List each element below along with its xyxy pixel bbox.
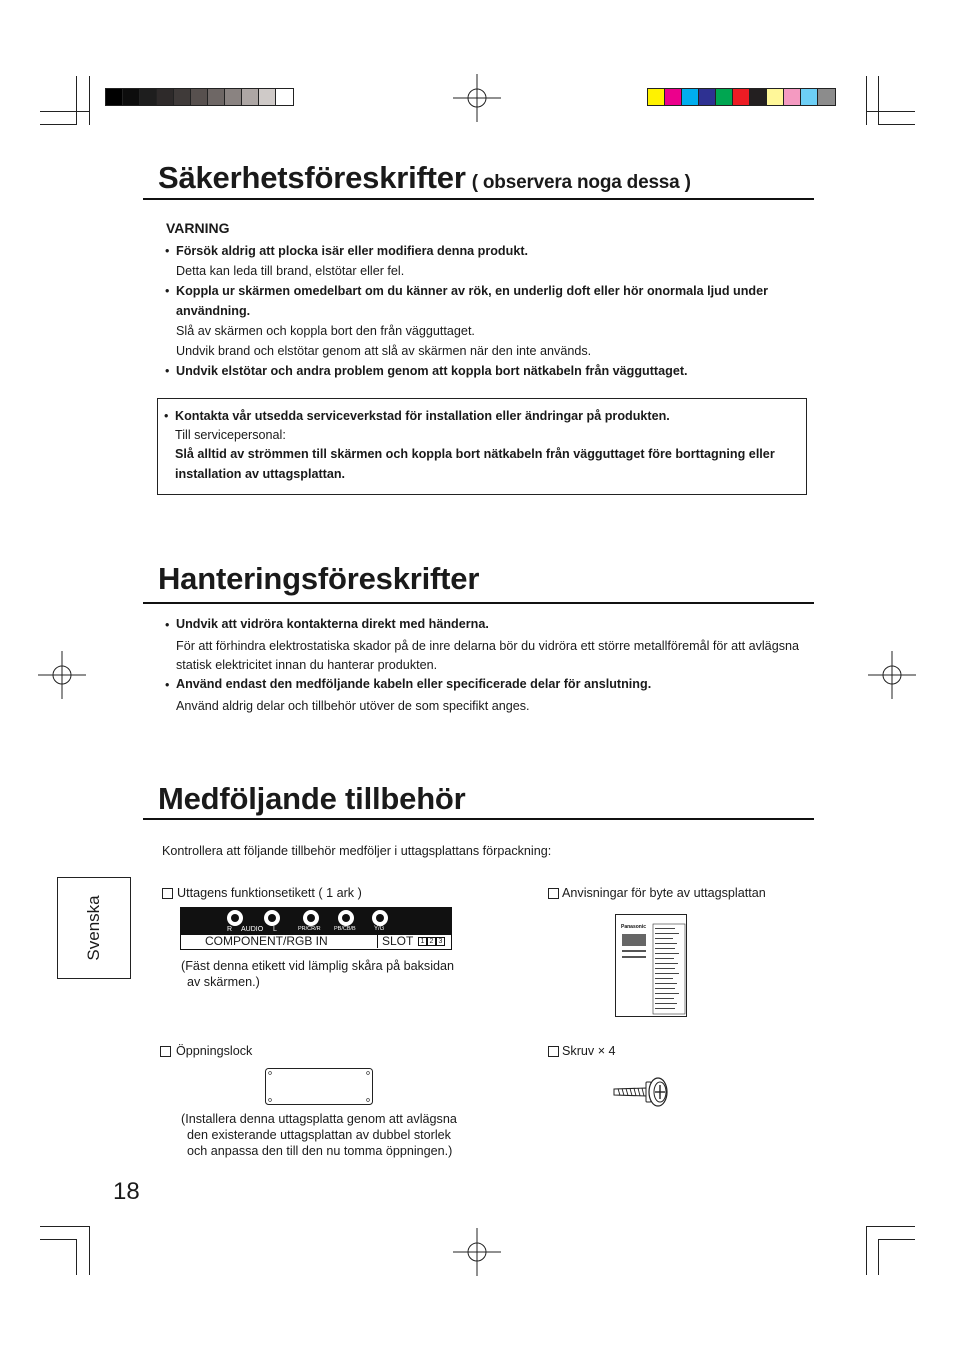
jack-icon [303,910,319,926]
jack-icon [227,910,243,926]
color-strip [647,88,836,106]
registration-target-icon [453,1228,501,1276]
accessory-checkbox[interactable] [548,1046,559,1057]
accessory-label-opening-cover: Öppningslock [176,1044,253,1058]
warning-item-2-cont: användning. [176,304,251,318]
opening-cover-icon [265,1068,373,1105]
accessories-intro: Kontrollera att följande tillbehör medföljer i uttagsplattans förpackning: [162,844,552,858]
jack-label: PR/CR/R [298,926,321,932]
bullet-icon: • [165,244,170,258]
handling-item-1-text: För att förhindra elektrostatiska skador på de inre delarna bör du vidröra ett större metallföremål för att avlägsna [176,639,799,653]
opening-cover-note: och anpassa den till den nu tomma öppningen.) [187,1144,453,1158]
handling-item-2: Använd endast den medföljande kabeln eller specificerade delar för anslutning. [176,677,652,691]
jack-icon [338,910,354,926]
component-label: COMPONENT/RGB IN [205,934,328,948]
service-notice: Kontakta vår utsedda serviceverkstad för installation eller ändringar på produkten. [175,409,670,423]
bullet-icon: • [165,678,170,692]
opening-cover-note: (Installera denna uttagsplatta genom att avlägsna [181,1112,457,1126]
accessory-checkbox[interactable] [162,888,173,899]
service-notice-text: Slå alltid av strömmen till skärmen och koppla bort nätkabeln från vägguttaget före borttagning eller [175,447,775,461]
section-title-handling: Hanteringsföreskrifter [158,561,480,596]
warning-item-2: Koppla ur skärmen omedelbart om du känner av rök, en underlig doft eller hör onormala ljud under [176,284,769,298]
grayscale-strip [105,88,294,106]
bullet-icon: • [165,618,170,632]
accessory-checkbox[interactable] [548,888,559,899]
page-number: 18 [113,1178,140,1205]
service-notice-text: installation av uttagsplattan. [175,467,346,481]
bullet-icon: • [164,409,169,423]
warning-item-1-text: Detta kan leda till brand, elstötar eller fel. [176,264,405,278]
section-rule [143,602,814,604]
sticker-note: av skärmen.) [187,975,260,989]
handling-item-2-text: Använd aldrig delar och tillbehör utöver de som specifikt anges. [176,699,530,713]
accessory-label-function-sticker: Uttagens funktionsetikett ( 1 ark ) [177,886,362,900]
section-title-safety: Säkerhetsföreskrifter ( observera noga dessa ) [158,160,691,195]
jack-label: R [227,926,233,933]
jack-label: Y/G [374,926,385,932]
registration-target-icon [38,651,86,699]
function-sticker-image [180,907,452,950]
accessory-checkbox[interactable] [160,1046,171,1057]
slot-number: 2 [427,937,436,946]
jack-icon [264,910,280,926]
screw-icon [612,1074,670,1110]
service-notice-label: Till servicepersonal: [175,428,286,442]
opening-cover-note: den existerande uttagsplattan av dubbel storlek [187,1128,451,1142]
accessory-label-instructions: Anvisningar för byte av uttagsplattan [562,886,766,900]
registration-target-icon [868,651,916,699]
bullet-icon: • [165,284,170,298]
side-language-tab [57,877,131,979]
registration-target-icon [453,74,501,122]
slot-number: 3 [436,937,445,946]
section-rule [143,198,814,200]
section-rule [143,818,814,820]
sticker-note: (Fäst denna etikett vid lämplig skåra på baksidan [181,959,455,973]
warning-item-1: Försök aldrig att plocka isär eller modifiera denna produkt. [176,244,529,258]
handling-item-1: Undvik att vidröra kontakterna direkt med händerna. [176,617,489,631]
instruction-sheet-icon [615,914,687,1017]
sticker-text-bar [181,935,451,949]
jack-label: AUDIO [241,926,264,933]
slot-number: 1 [418,937,427,946]
warning-item-3: Undvik elstötar och andra problem genom att koppla bort nätkabeln från vägguttaget. [176,364,688,378]
side-tab-label: Svenska [84,895,103,961]
accessory-label-screw: Skruv × 4 [562,1044,616,1058]
warning-item-2-text: Slå av skärmen och koppla bort den från vägguttaget. [176,324,475,338]
slot-label: SLOT [382,934,414,948]
warning-item-2-text: Undvik brand och elstötar genom att slå av skärmen när den inte används. [176,344,592,358]
brand-label: Panasonic [621,924,647,930]
jack-label: PB/CB/B [334,926,356,932]
jack-label: L [273,926,277,933]
handling-item-1-text: statisk elektricitet innan du hanterar produkten. [176,658,438,672]
bullet-icon: • [165,364,170,378]
warning-heading: VARNING [166,220,230,236]
section-title-accessories: Medföljande tillbehör [158,781,466,816]
jack-icon [372,910,388,926]
